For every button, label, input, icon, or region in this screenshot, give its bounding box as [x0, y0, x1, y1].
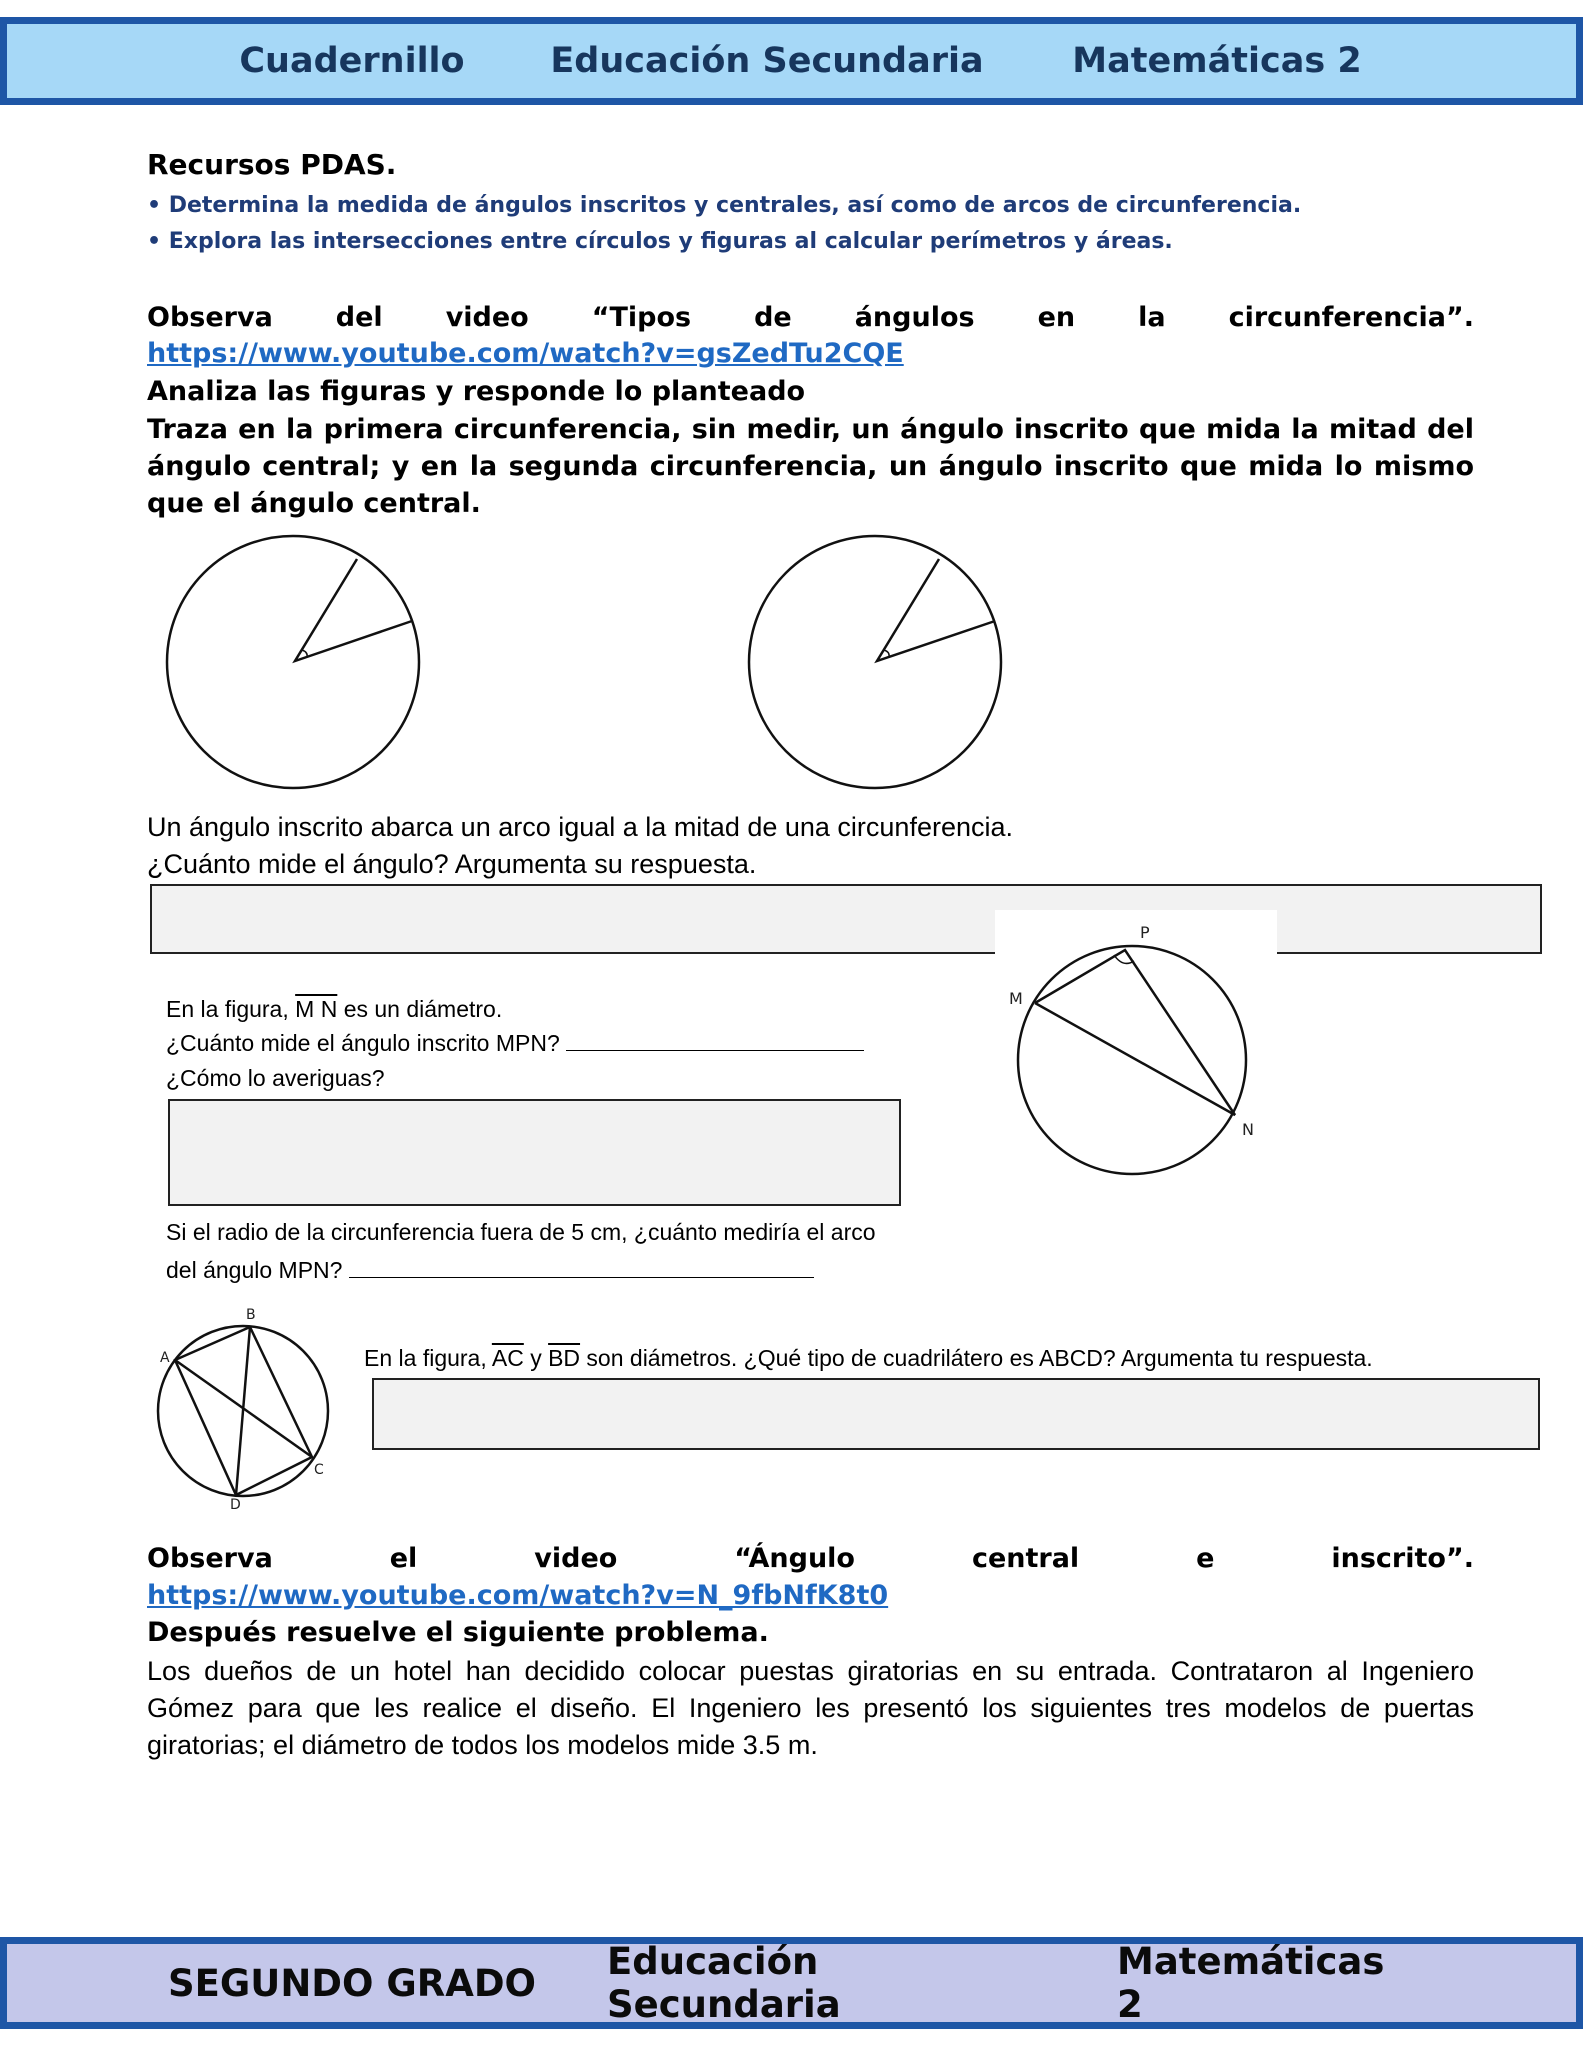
radius-question: Si el radio de la circunferencia fuera de 5 cm, ¿cuánto mediría el arco — [166, 1219, 876, 1245]
label-n: N — [1242, 1120, 1254, 1139]
mpn-diameter-text: En la figura, M N es un diámetro. — [166, 996, 503, 1022]
header-notebook: Cuadernillo — [239, 41, 465, 81]
segment-mn: M N — [295, 996, 338, 1022]
circle-figure-1 — [150, 528, 430, 793]
observe-video-line-2: Observa el video “Ángulo central e inscrito”. — [147, 1543, 1474, 1574]
circle-figure-2 — [733, 528, 1013, 793]
problem-text: Los dueños de un hotel han decidido colocar puestas giratorias en su entrada. Contrataron al Ingeniero Gómez para que les realice el diseño. El Ingeniero les presentó los siguientes tres modelos de puertas giratorias; el diámetro de todos los modelos mide 3.5 m. — [147, 1656, 1474, 1760]
resource-bullet: • Explora las intersecciones entre círculos y figuras al calcular perímetros y áreas. — [147, 229, 1173, 254]
section-subtitle: Analiza las figuras y responde lo planteado — [147, 376, 806, 407]
radius-question-line2: del ángulo MPN? — [166, 1253, 814, 1287]
abcd-circle-figure — [150, 1305, 335, 1510]
resources-title: Recursos PDAS. — [147, 148, 397, 181]
mpn-how-question: ¿Cómo lo averiguas? — [166, 1065, 385, 1091]
abcd-question: En la figura, $\overline{AC}$ y $\overline{BD}$ son diámetros. ¿Qué tipo de cuadrilátero es ABCD? Argumenta tu respuesta. — [364, 1345, 1373, 1371]
answer-blank-arc[interactable] — [349, 1255, 814, 1278]
resource-bullet: • Determina la medida de ángulos inscritos y centrales, así como de arcos de circunferencia. — [147, 193, 1302, 218]
question-text: Un ángulo inscrito abarca un arco igual a la mitad de una circunferencia. — [147, 812, 1014, 842]
video-link-1[interactable]: https://www.youtube.com/watch?v=gsZedTu2CQE — [147, 338, 904, 369]
answer-box-inscribed-angle[interactable] — [150, 884, 1542, 954]
answer-box-mpn[interactable] — [168, 1099, 901, 1206]
answer-box-abcd[interactable] — [372, 1378, 1540, 1450]
label-d: D — [230, 1497, 241, 1510]
page-header — [0, 17, 1583, 105]
instruction-text: Traza en la primera circunferencia, sin medir, un ángulo inscrito que mida la mitad del ángulo central; y en la segunda circunferencia, un ángulo inscrito que mida lo mismo que el ángulo central. — [147, 414, 1474, 519]
mpn-angle-question: ¿Cuánto mide el ángulo inscrito MPN? — [166, 1026, 864, 1060]
question-text: ¿Cuánto mide el ángulo? Argumenta su respuesta. — [147, 849, 757, 879]
footer-grade: SEGUNDO GRADO — [167, 1961, 536, 2005]
label-m: M — [1009, 989, 1023, 1008]
observe-video-line: Observa del video “Tipos de ángulos en la circunferencia”. — [147, 302, 1474, 333]
answer-blank-mpn[interactable] — [566, 1028, 864, 1051]
segment-bd: $\overline{BD}$ — [548, 1345, 581, 1371]
footer-level: Educación Secundaria — [607, 1940, 841, 2026]
label-b: B — [246, 1307, 256, 1323]
footer-subject: Matemáticas 2 — [1117, 1940, 1385, 2026]
label-a: A — [160, 1350, 170, 1366]
mpn-circle-figure — [995, 910, 1277, 1180]
label-c: C — [314, 1462, 324, 1478]
header-level: Educación Secundaria — [550, 41, 984, 81]
video-link-2[interactable]: https://www.youtube.com/watch?v=N_9fbNfK8t0 — [147, 1580, 889, 1611]
label-p: P — [1140, 923, 1150, 942]
problem-subtitle: Después resuelve el siguiente problema. — [147, 1617, 769, 1648]
page-footer — [0, 1937, 1583, 2029]
header-subject: Matemáticas 2 — [1072, 41, 1362, 81]
segment-ac: $\overline{AC}$ — [491, 1345, 524, 1371]
